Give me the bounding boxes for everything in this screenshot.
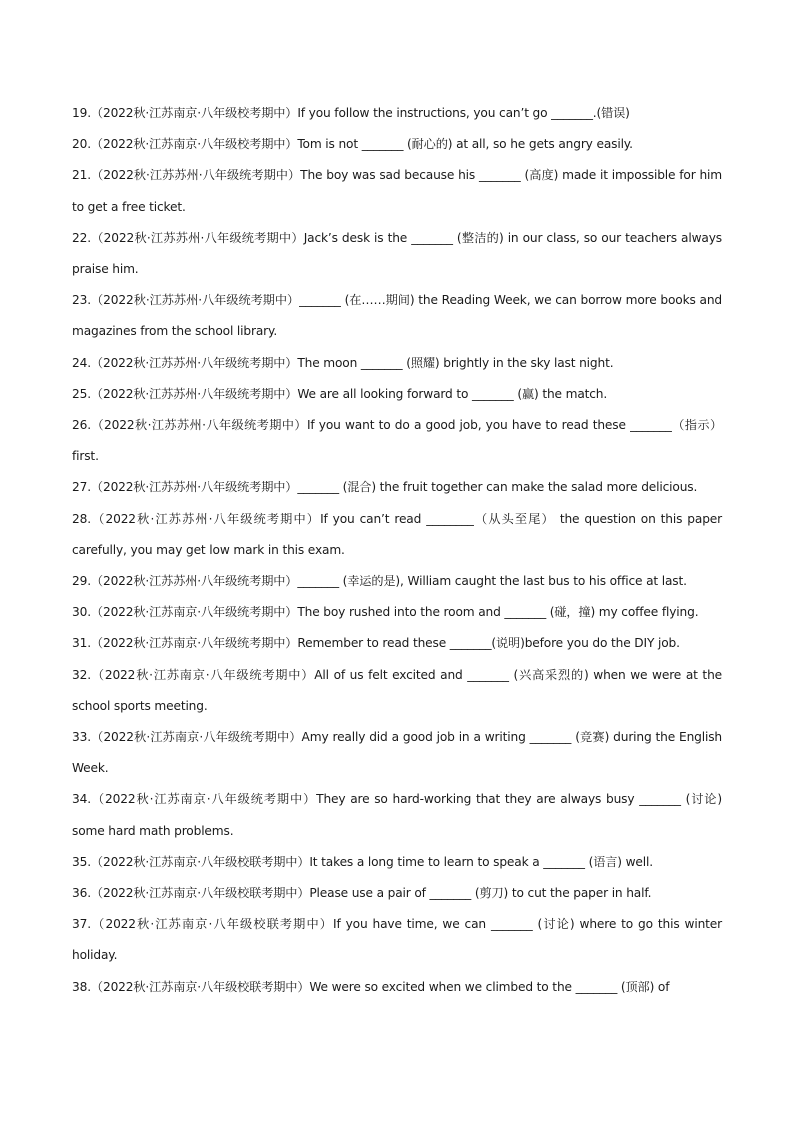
question-36-text: 36.（2022秋·江苏南京·八年级校联考期中）Please use a pair of _______ (剪刀) to cut the paper in half. xyxy=(72,886,652,901)
question-38 xyxy=(72,972,722,1003)
question-26-text: 26.（2022秋·江苏苏州·八年级统考期中）If you want to do a good job, you have to read these _______（指示） first. xyxy=(72,418,722,464)
question-21-text: 21.（2022秋·江苏苏州·八年级统考期中）The boy was sad because his _______ (高度) made it impossible for him to get a free ticket. xyxy=(72,168,722,214)
question-24-text: 24.（2022秋·江苏苏州·八年级统考期中）The moon _______ (照耀) brightly in the sky last night. xyxy=(72,355,614,370)
question-21 xyxy=(72,160,722,222)
question-26 xyxy=(72,410,722,472)
question-19 xyxy=(72,98,722,129)
question-32-text: 32.（2022秋·江苏南京·八年级统考期中）All of us felt excited and _______ (兴高采烈的) when we were at the school sports meeting. xyxy=(72,667,722,713)
question-24 xyxy=(72,348,722,379)
question-36 xyxy=(72,878,722,909)
question-23 xyxy=(72,285,722,347)
question-22-text: 22.（2022秋·江苏苏州·八年级统考期中）Jack’s desk is the _______ (整洁的) in our class, so our teachers always praise him. xyxy=(72,230,722,277)
question-37-text: 37.（2022秋·江苏南京·八年级校联考期中）If you have time, we can _______ (讨论) where to go this winter holiday. xyxy=(72,917,722,963)
question-35-text: 35.（2022秋·江苏南京·八年级校联考期中）It takes a long time to learn to speak a _______ (语言) well. xyxy=(72,854,653,869)
question-20-text: 20.（2022秋·江苏南京·八年级校考期中）Tom is not _______ (耐心的) at all, so he gets angry easily. xyxy=(72,137,633,152)
question-38-text: 38.（2022秋·江苏南京·八年级校联考期中）We were so excited when we climbed to the _______ (顶部) of xyxy=(72,979,670,994)
question-23-text: 23.（2022秋·江苏苏州·八年级统考期中）_______ (在……期间) the Reading Week, we can borrow more books and magazines from the school library. xyxy=(72,293,722,339)
question-22 xyxy=(72,223,722,285)
question-28 xyxy=(72,504,722,566)
question-25 xyxy=(72,379,722,410)
question-19-text: 19.（2022秋·江苏南京·八年级校考期中）If you follow the instructions, you can’t go _______.(错误) xyxy=(72,106,630,120)
question-27 xyxy=(72,472,722,503)
question-list xyxy=(72,98,722,1003)
question-31-text: 31.（2022秋·江苏南京·八年级统考期中）Remember to read these _______(说明)before you do the DIY job. xyxy=(72,636,680,651)
question-33 xyxy=(72,722,722,784)
question-28-text: 28.（2022秋·江苏苏州·八年级统考期中）If you can’t read ________（从头至尾） the question on this paper carefully, you may get low mark in this exam. xyxy=(72,511,722,557)
question-30 xyxy=(72,597,722,628)
question-25-text: 25.（2022秋·江苏苏州·八年级统考期中）We are all looking forward to _______ (赢) the match. xyxy=(72,386,608,401)
question-34 xyxy=(72,784,722,846)
question-32 xyxy=(72,660,722,722)
question-27-text: 27.（2022秋·江苏苏州·八年级统考期中）_______ (混合) the fruit together can make the salad more delicious. xyxy=(72,480,698,495)
question-34-text: 34.（2022秋·江苏南京·八年级统考期中）They are so hard-working that they are always busy _______ (讨论) some hard math problems. xyxy=(72,792,722,838)
question-35 xyxy=(72,847,722,878)
question-20 xyxy=(72,129,722,160)
question-37 xyxy=(72,909,722,971)
question-29-text: 29.（2022秋·江苏苏州·八年级统考期中）_______ (幸运的是), William caught the last bus to his office at last. xyxy=(72,574,687,589)
question-31 xyxy=(72,628,722,659)
question-30-text: 30.（2022秋·江苏南京·八年级统考期中）The boy rushed into the room and _______ (碰，撞) my coffee flying. xyxy=(72,605,699,620)
question-33-text: 33.（2022秋·江苏南京·八年级统考期中）Amy really did a good job in a writing _______ (竞赛) during the English Week. xyxy=(72,730,722,776)
question-29 xyxy=(72,566,722,597)
